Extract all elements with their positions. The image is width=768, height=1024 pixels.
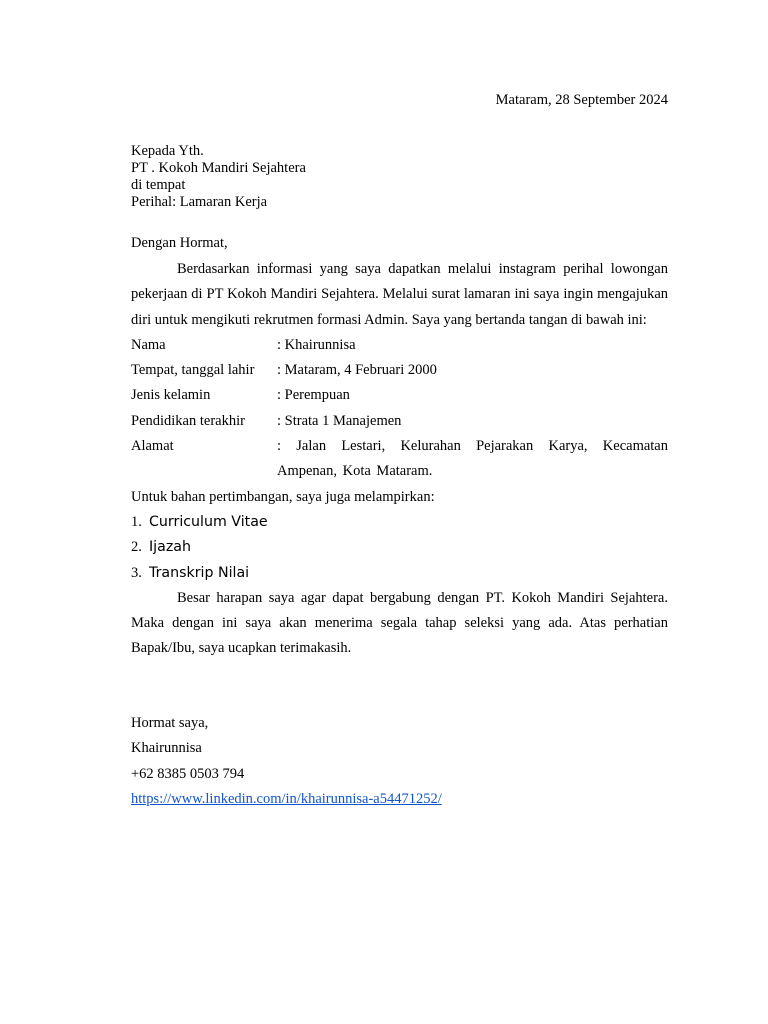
recipient-block xyxy=(131,143,306,211)
linkedin-link[interactable]: https://www.linkedin.com/in/khairunnisa-a54471252/ xyxy=(131,790,442,807)
detail-label: Pendidikan terakhir xyxy=(131,412,245,429)
detail-value: : Jalan Lestari, Kelurahan Pejarakan Karya, Kecamatan Ampenan, Kota Mataram. xyxy=(277,438,668,480)
list-number: 3. xyxy=(131,564,142,581)
signer-name: Khairunnisa xyxy=(131,740,202,757)
list-number: 1. xyxy=(131,513,142,530)
attachment-text: Ijazah xyxy=(149,539,191,556)
salutation: Dengan Hormat, xyxy=(131,235,228,251)
closing-phrase: Hormat saya, xyxy=(131,715,209,731)
attachment-item xyxy=(131,561,668,586)
detail-value: : Strata 1 Manajemen xyxy=(277,412,402,429)
letter-subject: Perihal: Lamaran Kerja xyxy=(131,194,268,210)
attachments-intro: Untuk bahan pertimbangan, saya juga melampirkan: xyxy=(131,488,435,505)
place-date: Mataram, 28 September 2024 xyxy=(495,92,668,108)
detail-row-gender xyxy=(131,383,668,408)
detail-label: Alamat xyxy=(131,438,174,455)
phone-number: +62 8385 0503 794 xyxy=(131,765,245,782)
detail-row-address xyxy=(131,434,668,485)
list-number: 2. xyxy=(131,539,142,556)
detail-label: Nama xyxy=(131,336,166,353)
detail-row-education xyxy=(131,409,668,434)
attachment-item xyxy=(131,535,668,560)
signature-block xyxy=(131,711,442,812)
detail-label: Tempat, tanggal lahir xyxy=(131,362,255,379)
detail-value: : Perempuan xyxy=(277,387,350,404)
detail-value: : Khairunnisa xyxy=(277,336,356,353)
letter-body xyxy=(131,257,668,662)
recipient-location: di tempat xyxy=(131,177,186,193)
attachment-text: Transkrip Nilai xyxy=(149,564,250,581)
recipient-company: PT . Kokoh Mandiri Sejahtera xyxy=(131,160,306,176)
intro-paragraph: Berdasarkan informasi yang saya dapatkan melalui instagram perihal lowongan pekerjaan di PT Kokoh Mandiri Sejahtera. Melalui surat lamaran ini saya ingin mengajukan diri untuk mengikuti rekrutmen formasi Admin. Saya yang bertanda tangan di bawah ini: xyxy=(131,261,668,328)
attachment-item xyxy=(131,510,668,535)
detail-label: Jenis kelamin xyxy=(131,387,211,404)
detail-row-birth xyxy=(131,358,668,383)
detail-row-name xyxy=(131,333,668,358)
recipient-greeting: Kepada Yth. xyxy=(131,143,204,159)
attachment-text: Curriculum Vitae xyxy=(149,513,268,530)
detail-value: : Mataram, 4 Februari 2000 xyxy=(277,362,437,379)
closing-paragraph: Besar harapan saya agar dapat bergabung dengan PT. Kokoh Mandiri Sejahtera. Maka dengan ini saya akan menerima segala tahap seleksi yang ada. Atas perhatian Bapak/Ibu, saya ucapkan terimakasih. xyxy=(131,589,668,657)
